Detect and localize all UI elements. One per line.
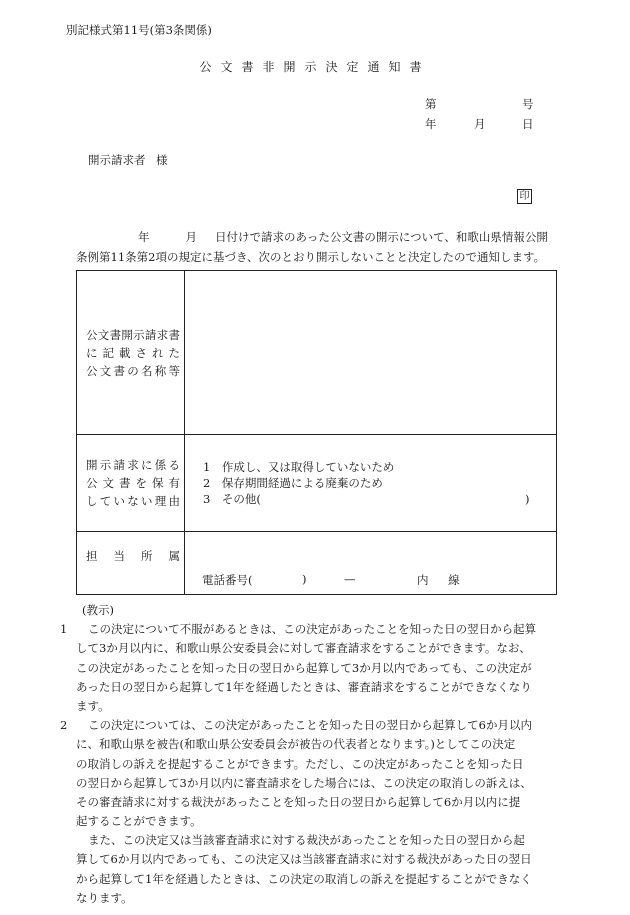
instruction-line: に、和歌山県を被告(和歌山県公安委員会が被告の代表者となります。)としてこの決定 [76, 737, 516, 752]
doc-name-label-line: 公文書開示請求書 [86, 327, 180, 342]
reason-num: 1 [203, 460, 211, 474]
instruction-section [60, 601, 561, 908]
instruction-line: 算して6か月以内であっても、この決定又は当該審査請求に対する裁決があった日の翌日 [76, 852, 532, 867]
doc-name-label-line: 公文書の名称等 [86, 363, 180, 378]
instruction-num: 2 [60, 718, 68, 733]
instruction-line: 起することができます。 [76, 814, 202, 829]
form-label: 別記様式第11号(第3条関係) [66, 23, 212, 37]
reason-item[interactable] [203, 475, 556, 491]
doc-name-label-line: に記載された [86, 345, 180, 360]
instruction-line: して3か月以内に、和歌山県公安委員会に対して審査請求をすることができます。なお、 [76, 641, 531, 656]
date-year: 年 [425, 117, 437, 131]
reason-num: 2 [203, 476, 211, 490]
reason-label-cell [77, 435, 185, 532]
instruction-line: の取消しの訴えを提起することができます。ただし、この決定があったことを知った日 [76, 756, 524, 771]
instruction-item-1 [60, 620, 561, 716]
recipient-label: 開示請求者 [88, 153, 146, 167]
instruction-num: 1 [60, 622, 68, 637]
reason-text: 作成し、又は取得していないため [221, 460, 395, 474]
phone-close-paren: ) [302, 572, 307, 586]
reason-label-line: していない理由 [86, 494, 180, 508]
reason-value-cell [185, 435, 557, 532]
notice-month: 月 [185, 230, 197, 244]
seal-stamp: 印 [517, 189, 532, 204]
instruction-line: ます。 [76, 698, 110, 713]
instruction-line: あった日の翌日から起算して1年を経過したときは、審査請求をすることができなくなり [76, 679, 532, 694]
notice-line1: 日付けで請求のあった公文書の開示について、和歌山県情報公開 [215, 230, 548, 244]
notice-line2: 条例第11条第2項の規定に基づき、次のとおり開示しないことと決定したので通知します。 [76, 250, 546, 264]
doc-name-value-cell[interactable] [185, 271, 557, 435]
date-day: 日 [522, 117, 534, 131]
reason-item[interactable] [203, 491, 556, 507]
reason-text: その他( [221, 492, 261, 506]
instruction-line: なります。 [76, 890, 133, 905]
instruction-heading: (教示) [82, 603, 114, 617]
dept-label-cell [77, 532, 185, 595]
reason-label-line: 公文書を保有 [86, 476, 180, 490]
doc-number-suffix: 号 [522, 97, 534, 111]
instruction-line: その審査請求に対する裁決があったことを知った日の翌日から起算して6か月以内に提 [76, 794, 521, 809]
instruction-line: の翌日から起算して3か月以内に審査請求をした場合には、この決定の取消しの訴えは、 [76, 775, 532, 790]
instruction-line: この決定については、この決定があったことを知った日の翌日から起算して6か月以内 [88, 718, 532, 733]
dept-label: 担当所属 [86, 549, 180, 563]
notice-year: 年 [138, 230, 150, 244]
reason-label-line: 開示請求に係る [86, 458, 180, 472]
document-title: 公文書非開示決定通知書 [199, 60, 431, 74]
instruction-line: から起算して1年を経過したときは、この決定の取消しの訴えを提起することができなく [76, 871, 532, 886]
notice-paragraph [76, 227, 566, 267]
date-month: 月 [474, 117, 486, 131]
reason-close-paren: ) [525, 492, 530, 506]
phone-label: 電話番号( [202, 573, 253, 587]
extension-label: 内 線 [417, 573, 468, 587]
doc-number-prefix: 第 [425, 97, 437, 111]
dept-value-cell[interactable] [185, 532, 557, 595]
phone-dash: — [344, 572, 356, 586]
disclosure-info-table [76, 270, 557, 595]
reason-text: 保存期間経過による廃棄のため [221, 476, 383, 490]
doc-name-label-cell [77, 271, 185, 435]
instruction-line: また、この決定又は当該審査請求に対する裁決があったことを知った日の翌日から起 [88, 833, 525, 848]
reason-num: 3 [203, 492, 211, 506]
instruction-line: この決定があったことを知った日の翌日から起算して3か月以内であっても、この決定が [76, 660, 532, 675]
recipient-honorific: 様 [156, 153, 168, 167]
instruction-item-2 [60, 716, 561, 908]
reason-item[interactable] [203, 459, 556, 475]
instruction-line: この決定について不服があるときは、この決定があったことを知った日の翌日から起算 [88, 622, 537, 637]
